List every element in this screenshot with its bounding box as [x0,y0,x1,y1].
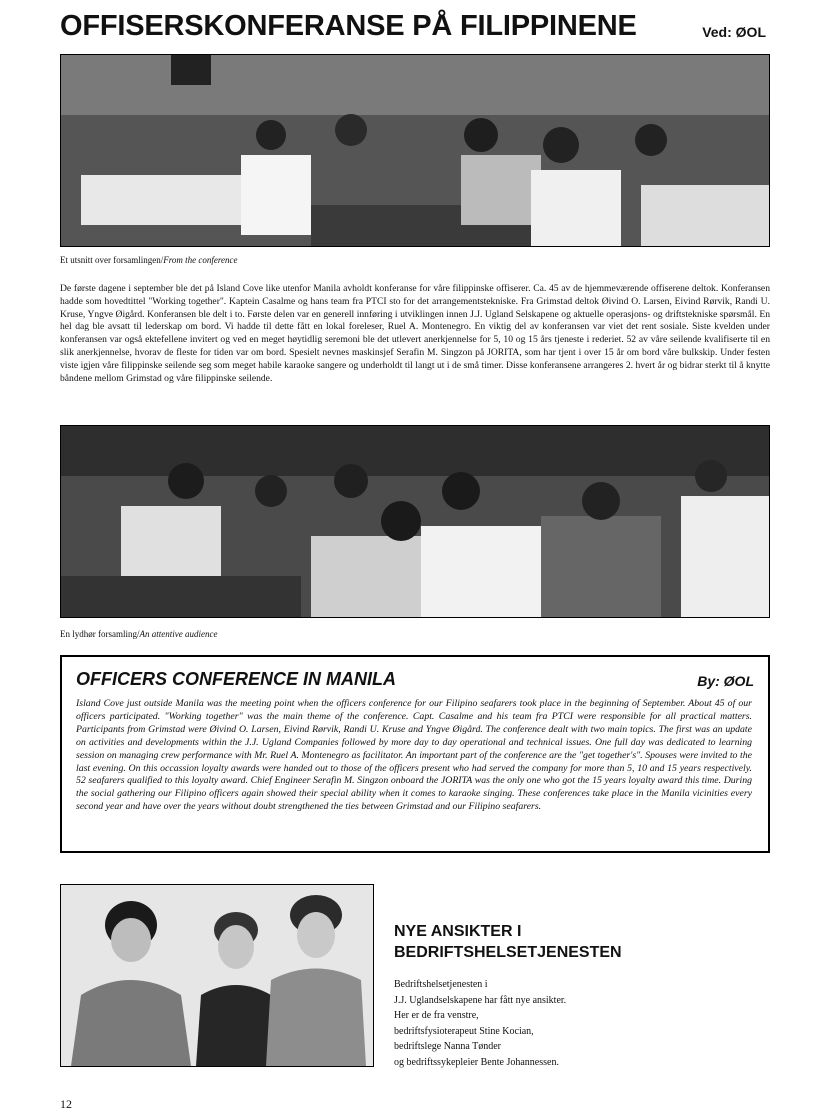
english-body: Island Cove just outside Manila was the meeting point when the officers conference for our Filipino seafarers took place in the beginning of September. About 45 of our officers participated. "Working together" was the main theme of the conference. Capt. Casalme and his team fra PTCI were responsible for all practical matters. Participants from Grimstad were Øivind O. Larsen, Eivind Rørvik, Randi U. Kruse and Yngve Øigård. The conference dealt with two main topics. The first was an update on activities and developments within the J.J. Ugland Companies followed by more day to day operational and technical issues. One full day was dedicated to learning session on managing crew performance with Mr. Ruel A. Montenegro as facilitator. An important part of the conference are the "get together's". Spouses were invited to the last evening. On this occassion loyalty awards were handed out to those of the officers present who had served the company for more than 5, 10 and 15 years respectively. 52 seafarers qualified to this loyalty award. Chief Engineer Serafin M. Singzon onboard the JORITA was the only one who got the 15 years loyalty award this time. During the social gathering our Filipino officers again showed their special ability when it comes to karaoke singing. These conferences take place in the Manila vicinities every second year and have over the years without doubt strengthened the ties between Grimstad and our Filipino seafarers. [76,698,752,813]
health-line: bedriftsfysioterapeut Stine Kocian, [394,1025,534,1037]
english-byline: By: ØOL [697,673,754,689]
conference-photo-1 [60,54,770,247]
health-line: J.J. Uglandselskapene har fått nye ansikter. [394,994,567,1006]
health-heading-line1: NYE ANSIKTER I [394,923,522,940]
health-line: Her er de fra venstre, [394,1010,479,1021]
english-summary-box [60,655,770,853]
conference-photo-2 [60,425,770,618]
english-title: OFFICERS CONFERENCE IN MANILA [76,669,397,689]
photo2-caption-no: En lydhør forsamling/ [60,629,140,639]
page-title: OFFISERSKONFERANSE PÅ FILIPPINENE [60,10,637,42]
health-text [394,977,566,1070]
health-heading-line2: BEDRIFTSHELSETJENESTEN [394,944,622,961]
health-heading [394,921,622,963]
health-line: og bedriftssykepleier Bente Johannessen. [394,1056,559,1068]
health-line: Bedriftshelsetjenesten i [394,979,488,990]
health-staff-photo-image [61,885,373,1066]
photo1-caption-no: Et utsnitt over forsamlingen/ [60,255,164,265]
byline: Ved: ØOL [702,24,766,40]
conference-photo-1-image [61,55,769,246]
article-norwegian: De første dagene i september ble det på Island Cove like utenfor Manila avholdt konferanse for våre filippinske offiserer. Ca. 45 av de hjemmeværende offiserene deltok. Konferansen hadde som hovedtittel "Working together". Kaptein Casalme og hans team fra PTCI sto for det arrangementstekniske. Fra Grimstad deltok Øivind O. Larsen, Eivind Rørvik, Randi U. Kruse, Yngve Øigård. Konferansen ble delt i to. Første delen var en generell innføring i utviklingen innen J.J. Ugland Selskapene og aktuelle operasjons- og driftstekniske spørsmål. En hel dag ble avsatt til lederskap om bord. Vi hadde til dette fått en lokal foreleser, Ruel A. Montenegro. En viktig del av konferansen var viet det rent sosiale. Siste kvelden under konferansen var også ektefellene invitert og ved en meget høytidlig seremoni ble det utlevert anerkjennelse for 5, 10 og 15 års tjeneste i rederiet. 52 av våre seilende kvalifiserte til en slik anerkjennelse, hvorav de fleste for tiden var om bord. Spesielt nevnes maskinsjef Serafin M. Singzon på JORITA, som har tjent i over 15 år om bord våre bulkskip. Under festen viste igjen våre filippinske seilende seg som meget habile karaoke sangere og underholdt til langt ut i de små timer. Disse konferansene arrangeres 2. hvert år og bidrar sterkt til å knytte båndene mellom Grimstad og våre filippinske seilende. [60,283,770,384]
photo2-caption-en: An attentive audience [139,629,218,639]
conference-photo-2-image [61,426,769,617]
health-line: bedriftslege Nanna Tønder [394,1041,501,1052]
health-staff-photo [60,884,374,1067]
photo1-caption-en: From the conference [163,255,238,265]
page-number: 12 [60,1097,72,1111]
photo2-caption [60,629,217,639]
photo1-caption [60,255,238,265]
